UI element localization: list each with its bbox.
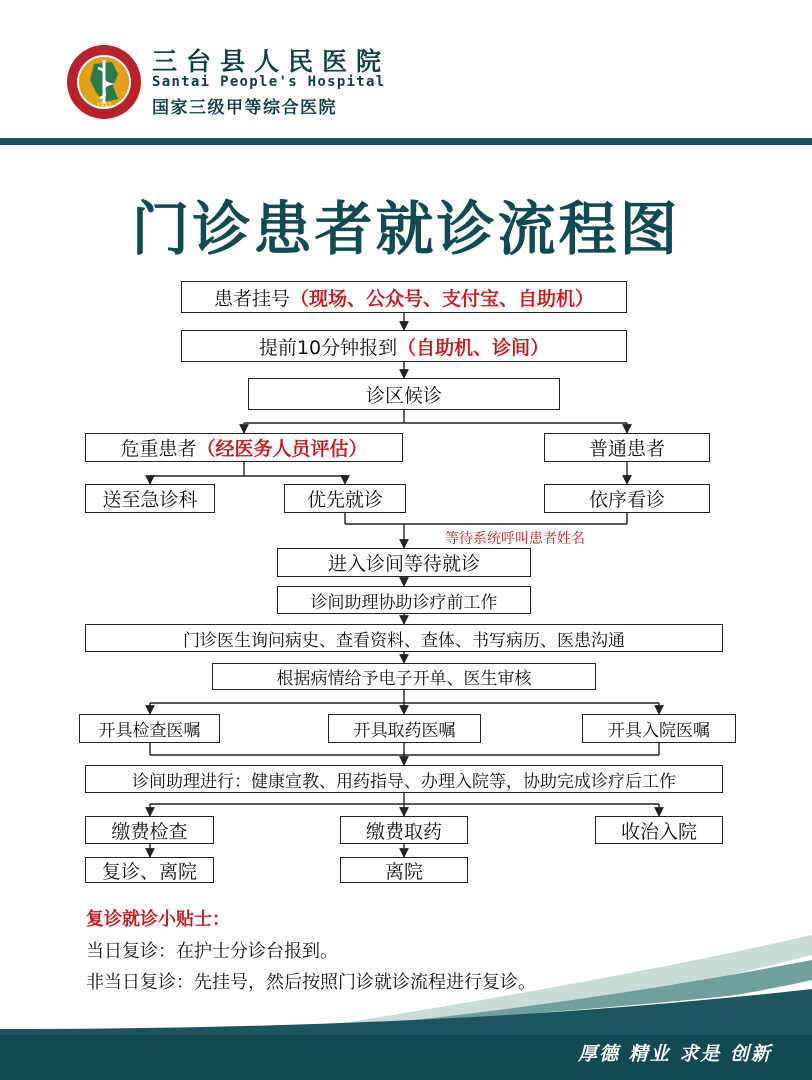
step-enter-room: 进入诊间等待就诊: [277, 548, 531, 577]
hospital-name-en: Santai People's Hospital: [152, 74, 386, 90]
step-pay-exam: 缴费检查: [85, 816, 214, 844]
logo-year: 1932: [96, 102, 112, 109]
step-revisit-leave: 复诊、离院: [85, 857, 214, 883]
step-checkin: [181, 330, 627, 362]
step-normal: 普通患者: [544, 433, 710, 462]
step-checkin-detail: （自助机、诊间）: [397, 336, 550, 359]
step-exam-order: 开具检查医嘱: [79, 714, 220, 743]
step-critical-label: 危重患者: [120, 438, 197, 460]
step-assistant-post: 诊间助理进行：健康宣教、用药指导、办理入院等，协助完成诊疗后工作: [85, 765, 723, 793]
step-pay-drug: 缴费取药: [340, 816, 468, 844]
hospital-grade: 国家三级甲等综合医院: [152, 98, 337, 118]
step-waiting-area: 诊区候诊: [248, 378, 560, 410]
step-register: [181, 281, 627, 313]
hospital-name-cn: 三台县人民医院: [152, 47, 391, 76]
page-title: 门诊患者就诊流程图: [131, 195, 681, 263]
step-in-order: 依序看诊: [544, 484, 710, 513]
tips-title: 复诊就诊小贴士：: [86, 909, 230, 930]
step-leave: 离院: [340, 857, 468, 883]
tip-other-day: 非当日复诊：先挂号，然后按照门诊就诊流程进行复诊。: [86, 972, 536, 993]
step-emergency: 送至急诊科: [85, 484, 215, 513]
step-register-label: 患者挂号: [213, 287, 290, 310]
step-drug-order: 开具取药医嘱: [328, 714, 481, 743]
step-doctor: 门诊医生询问病史、查看资料、查体、书写病历、医患沟通: [85, 624, 723, 652]
step-order: 根据病情给予电子开单、医生审核: [212, 663, 596, 690]
step-assistant-pre: 诊间助理协助诊疗前工作: [277, 586, 531, 614]
step-priority: 优先就诊: [284, 484, 406, 513]
step-critical: [85, 433, 403, 462]
step-checkin-label: 提前10分钟报到: [258, 336, 398, 359]
step-admit: 收治入院: [595, 816, 723, 844]
step-critical-detail: （经医务人员评估）: [196, 438, 368, 460]
tip-same-day: 当日复诊：在护士分诊台报到。: [86, 941, 338, 962]
step-admit-order: 开具入院医嘱: [582, 714, 736, 743]
call-note: 等待系统呼叫患者姓名: [445, 531, 585, 547]
step-register-detail: （现场、公众号、支付宝、自助机）: [290, 287, 595, 310]
hospital-motto: 厚德 精业 求是 创新: [578, 1043, 772, 1065]
